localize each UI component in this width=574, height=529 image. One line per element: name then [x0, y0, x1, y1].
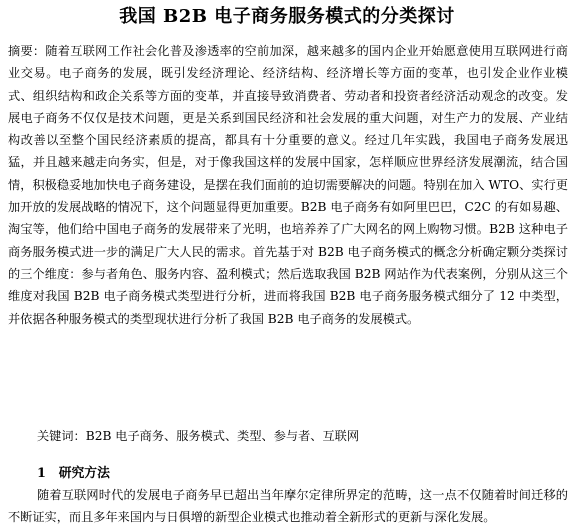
document-title: 我国 B2B 电子商务服务模式的分类探讨	[119, 6, 455, 27]
section-body-paragraph: 随着互联网时代的发展电子商务早已超出当年摩尔定律所界定的范畴，这一点不仅随着时间迁移的不断证实，而且多年来国内与日俱增的新型企业模式也推动着全新形式的更新与深化发展。	[8, 488, 568, 525]
abstract-paragraph: 摘要：随着互联网工作社会化普及渗透率的空前加深，越来越多的国内企业开始愿意使用互联网进行商业交易。电子商务的发展，既引发经济理论、经济结构、经济增长等方面的变革，也引发企业作业模式、组织结构和政企关系等方面的变革，并直接导致消费者、劳动者和投资者经济活动观念的改变。发展电子商务不仅仅是技术问题，更是关系到国民经济和社会发展的重大问题，对生产力的发展、产业结构改善以至整个国民经济素质的提高，都具有十分重要的意义。经过几年实践，我国电子商务发展迅猛，并且越来越走向务实，但是，对于像我国这样的发展中国家，怎样顺应世界经济发展潮流，结合国情，积极稳妥地加快电子商务建设，是摆在我们面前的迫切需要解决的问题。特别在加入 WTO、实行更加开放的发展战略的情况下，这个问题显得更加重要。B2B 电子商务有如阿里巴巴，C2C 的有如易趣、淘宝等，他们给中国电子商务的发展带来了光明，也培养养了广大网名的网上购物习惯。B2B 这种电子商务服务模式进一步的满足广大人民的需求。首先基于对 B2B 电子商务模式的概念分析确定颗分类探讨的三个维度：参与者角色、服务内容、盈利模式；然后选取我国 B2B 网站作为代表案例，分别从这三个维度对我国 B2B 电子商务模式类型进行分析，进而将我国 B2B 电子商务服务模式细分了 12 中类型，并依据各种服务模式的类型现状进行分析了我国 B2B 电子商务的发展模式。	[8, 44, 568, 326]
keywords-line: 关键词：B2B 电子商务、服务模式、类型、参与者、互联网	[37, 429, 360, 443]
section-heading: 1 研究方法	[37, 466, 110, 481]
